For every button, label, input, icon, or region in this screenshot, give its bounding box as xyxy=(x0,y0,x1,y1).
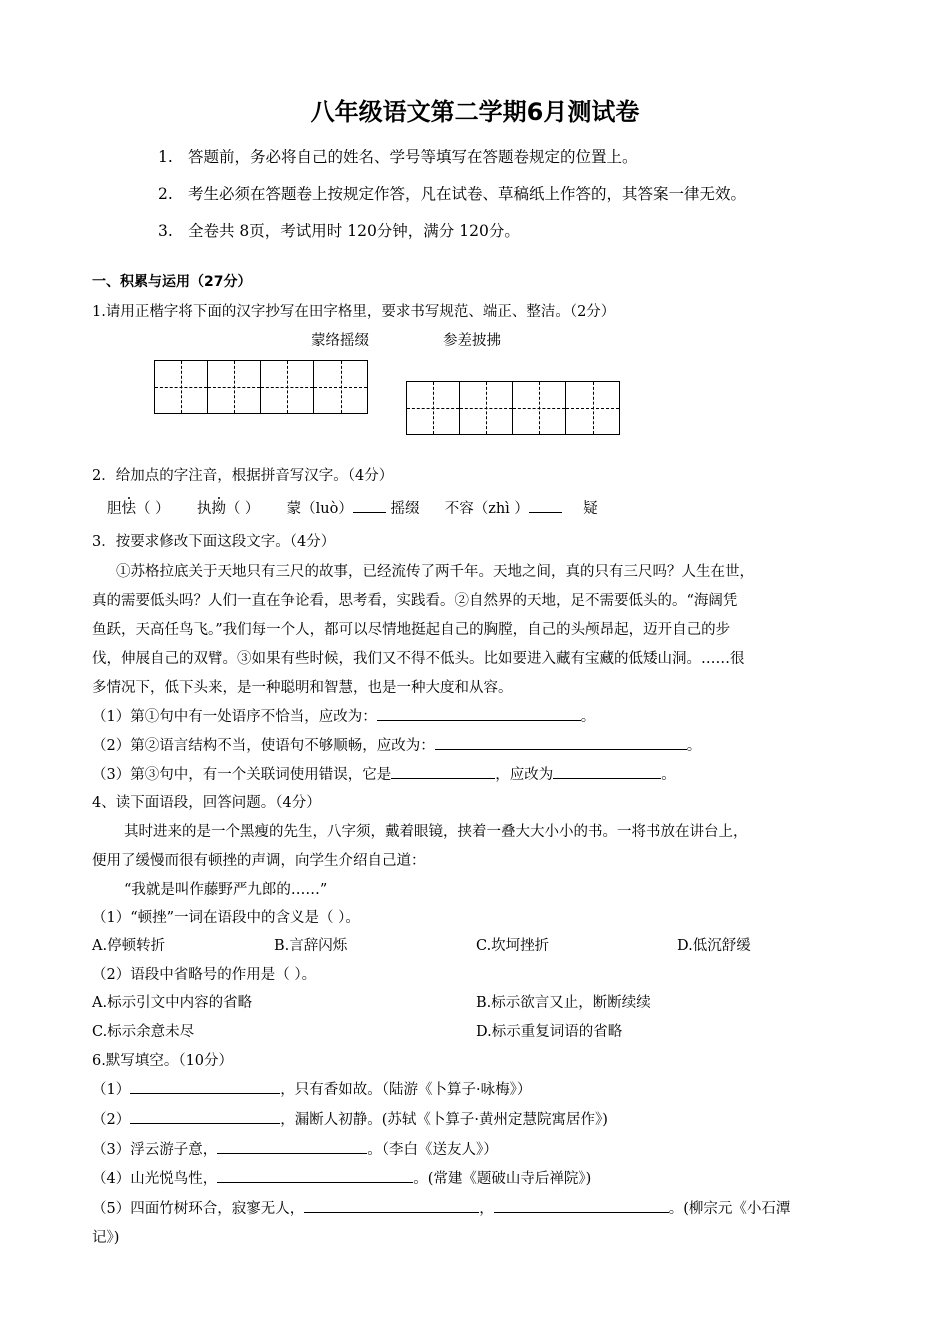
q2-char: 执 xyxy=(196,501,212,517)
q4-passage-line: 其时进来的是一个黑瘦的先生，八字须，戴着眼镜，挟着一叠大大小小的书。一将书放在讲台上， xyxy=(124,824,748,840)
q2-word: 摇缀 xyxy=(390,501,420,517)
answer-blank[interactable] xyxy=(435,734,687,750)
tianzige-grid-1[interactable] xyxy=(154,360,368,414)
q4-option[interactable]: A.停顿转折 xyxy=(92,938,166,954)
tianzige-cell[interactable] xyxy=(513,382,566,434)
q6-text: ，只有香如故。（陆游《卜算子·咏梅》） xyxy=(280,1082,532,1098)
instruction-text: 答题前，务必将自己的姓名、学号等填写在答题卷规定的位置上。 xyxy=(188,148,638,166)
q2-pinyin: 不容（zhì ） xyxy=(444,501,529,517)
q3-sub-label: ，应改为 xyxy=(495,767,554,783)
q2-dotted-char: 拗 xyxy=(211,501,226,517)
q6-text: ，漏断人初静。(苏轼《卜算子·黄州定慧院寓居作》) xyxy=(280,1112,608,1128)
tianzige-grid-2[interactable] xyxy=(406,381,620,435)
tianzige-cell[interactable] xyxy=(566,382,619,434)
q2-pinyin: 蒙（luò） xyxy=(286,501,353,517)
q2-blank[interactable] xyxy=(353,497,386,513)
answer-blank[interactable] xyxy=(377,705,581,721)
instruction-text: 考生必须在答题卷上按规定作答，凡在试卷、草稿纸上作答的，其答案一律无效。 xyxy=(188,185,747,203)
q4-passage-line: 便用了缓慢而很有顿挫的声调，向学生介绍自己道： xyxy=(92,853,426,869)
instruction-text: 全卷共 8页，考试用时 120分钟，满分 120分。 xyxy=(188,222,520,240)
answer-blank[interactable] xyxy=(217,1138,367,1154)
q4-option[interactable]: B.言辞闪烁 xyxy=(274,938,348,954)
q1-word-1: 蒙络摇缀 xyxy=(311,333,369,349)
q6-line-4 xyxy=(92,1167,591,1188)
q6-line-1 xyxy=(92,1078,531,1099)
page-title: 八年级语文第二学期6月测试卷 xyxy=(310,98,640,126)
q3-sub-label: （2）第②语言结构不当，使语句不够顺畅，应改为： xyxy=(92,738,435,754)
instruction-num: 2. xyxy=(158,185,173,203)
answer-blank[interactable] xyxy=(494,1197,669,1213)
tianzige-cell[interactable] xyxy=(261,361,314,413)
q3-sub-2 xyxy=(92,734,701,755)
answer-blank[interactable] xyxy=(217,1167,413,1183)
answer-blank[interactable] xyxy=(391,763,495,779)
answer-blank[interactable] xyxy=(553,763,661,779)
q1-word-2: 参差披拂 xyxy=(443,333,501,349)
q6-text: 。(常建《题破山寺后禅院》) xyxy=(413,1171,592,1187)
q4-option[interactable]: B.标示欲言又止，断断续续 xyxy=(476,995,651,1011)
answer-blank[interactable] xyxy=(304,1197,479,1213)
tianzige-cell[interactable] xyxy=(155,361,208,413)
instruction-num: 3. xyxy=(158,222,173,240)
q3-passage-line: 鱼跃，天高任鸟飞。”我们每一个人，都可以尽情地挺起自己的胸膛，自己的头颅昂起，迈开自己的步 xyxy=(92,622,731,638)
q6-line-3 xyxy=(92,1138,498,1159)
q1-prompt: 1.请用正楷字将下面的汉字抄写在田字格里，要求书写规范、端正、整洁。（2分） xyxy=(92,304,616,320)
tianzige-cell[interactable] xyxy=(314,361,367,413)
q2-answer-paren[interactable]: （ ） xyxy=(225,501,260,517)
period: 。 xyxy=(580,709,596,725)
tianzige-cell[interactable] xyxy=(460,382,513,434)
answer-blank[interactable] xyxy=(130,1108,280,1124)
q6-label: （2） xyxy=(92,1112,131,1128)
q4-option[interactable]: C.标示余意未尽 xyxy=(92,1024,195,1040)
q2-items xyxy=(107,497,598,518)
q6-line-5-cont: 记》) xyxy=(92,1230,120,1246)
tianzige-cell[interactable] xyxy=(407,382,460,434)
q3-passage-line: 伐，伸展自己的双臂。③如果有些时候，我们又不得不低头。比如要进入藏有宝藏的低矮山洞。……很 xyxy=(92,651,745,667)
q2-dotted-char: 怯 xyxy=(121,501,136,517)
q6-label: （3）浮云游子意， xyxy=(92,1142,218,1158)
instruction-2 xyxy=(158,182,746,204)
q3-passage-line: ①苏格拉底关于天地只有三尺的故事，已经流传了两千年。天地之间，真的只有三尺吗？人生在世， xyxy=(116,564,754,580)
q2-answer-paren[interactable]: （ ） xyxy=(136,501,170,517)
instruction-1 xyxy=(158,145,638,167)
instruction-num: 1. xyxy=(158,148,173,166)
q4-option[interactable]: A.标示引文中内容的省略 xyxy=(92,995,253,1011)
instruction-3 xyxy=(158,219,520,241)
q6-text: 。(柳宗元《小石潭 xyxy=(668,1201,791,1217)
q2-blank[interactable] xyxy=(529,497,562,513)
q6-line-2 xyxy=(92,1108,608,1129)
q2-char: 胆 xyxy=(107,501,122,517)
answer-blank[interactable] xyxy=(130,1078,280,1094)
period: 。 xyxy=(686,738,702,754)
q3-passage-line: 多情况下，低下头来，是一种聪明和智慧，也是一种大度和从容。 xyxy=(92,680,513,696)
q6-label: （1） xyxy=(92,1082,131,1098)
q6-line-5 xyxy=(92,1197,790,1218)
q4-option[interactable]: C.坎坷挫折 xyxy=(476,938,550,954)
q3-sub-1 xyxy=(92,705,595,726)
q4-option[interactable]: D.标示重复词语的省略 xyxy=(476,1024,623,1040)
q2-word: 疑 xyxy=(583,501,598,517)
q6-label: （4）山光悦鸟性， xyxy=(92,1171,218,1187)
q4-passage-line: “我就是叫作藤野严九郎的……” xyxy=(124,882,328,898)
q4-option[interactable]: D.低沉舒缓 xyxy=(677,938,751,954)
section-heading: 一、积累与运用（27分） xyxy=(92,274,252,290)
q3-sub-label: （3）第③句中，有一个关联词使用错误，它是 xyxy=(92,767,392,783)
q4-sub-2: （2）语段中省略号的作用是（ ）。 xyxy=(92,967,317,983)
period: 。 xyxy=(661,767,676,783)
q6-text: ， xyxy=(479,1201,494,1217)
q6-prompt: 6.默写填空。（10分） xyxy=(92,1053,234,1069)
q6-text: 。（李白《送友人》） xyxy=(367,1142,498,1158)
q4-prompt: 4、读下面语段，回答问题。（4分） xyxy=(92,795,321,811)
tianzige-cell[interactable] xyxy=(208,361,261,413)
q3-prompt: 3．按要求修改下面这段文字。（4分） xyxy=(92,534,336,550)
q2-prompt: 2．给加点的字注音，根据拼音写汉字。（4分） xyxy=(92,468,394,484)
q3-sub-3 xyxy=(92,763,676,784)
q6-label: （5）四面竹树环合，寂寥无人， xyxy=(92,1201,305,1217)
q3-passage-line: 真的需要低头吗？人们一直在争论看，思考看，实践看。②自然界的天地，足不需要低头的。“海阔凭 xyxy=(92,593,738,609)
q3-sub-label: （1）第①句中有一处语序不恰当，应改为： xyxy=(92,709,377,725)
q4-sub-1: （1）“顿挫”一词在语段中的含义是（ ）。 xyxy=(92,910,360,926)
